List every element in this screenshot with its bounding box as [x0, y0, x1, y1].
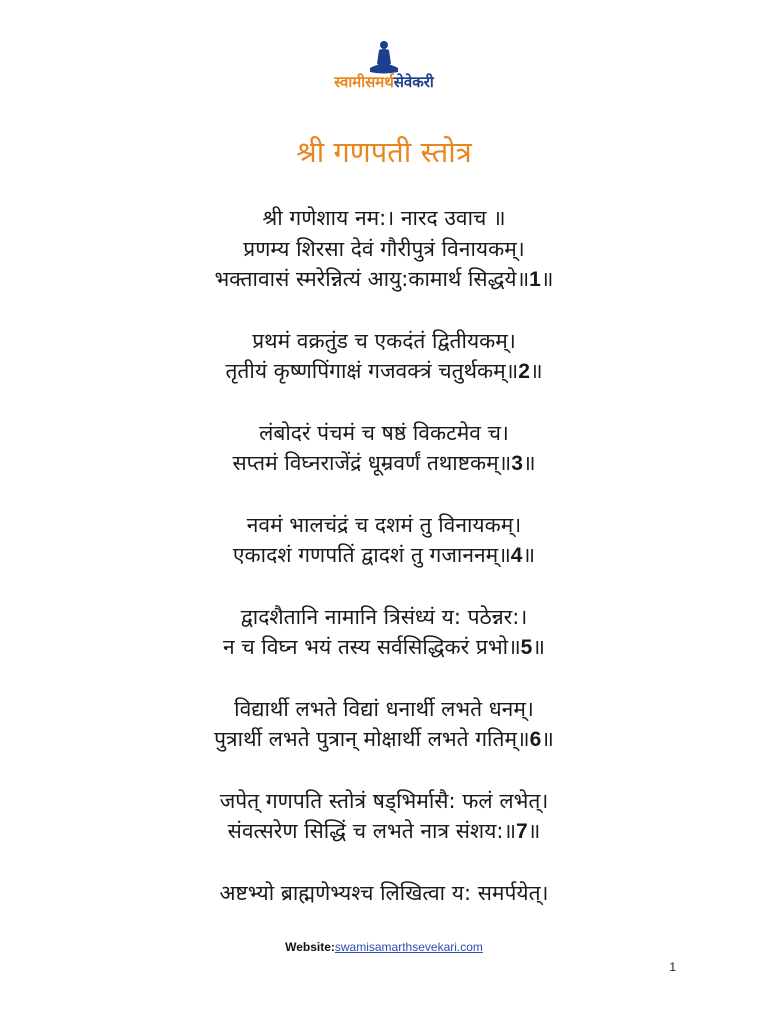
verse-stanza — [0, 418, 768, 480]
logo-text-part1: स्वामीसमर्थ — [334, 73, 394, 91]
verse-line — [0, 203, 768, 234]
verse-end-mark: ॥ — [540, 267, 554, 291]
verse-line — [0, 632, 768, 664]
verse-end-mark: ॥ — [529, 359, 543, 383]
verse-line-text: श्री गणेशाय नम:। नारद उवाच ॥ — [262, 206, 506, 230]
logo-text-part2: सेवेकरी — [393, 73, 434, 91]
stotra-verses — [0, 203, 768, 938]
website-link[interactable]: swamisamarthsevekari.com — [334, 940, 483, 954]
verse-stanza — [0, 694, 768, 756]
verse-line-text: भक्तावासं स्मरेन्नित्यं आयु:कामार्थ सिद्धये॥ — [214, 267, 530, 291]
verse-number: 1 — [529, 268, 541, 291]
verse-line-text: विद्यार्थी लभते विद्यां धनार्थी लभते धनम्। — [234, 696, 534, 721]
verse-line — [0, 234, 768, 265]
verse-line-text: न च विघ्न भयं तस्य सर्वसिद्धिकरं प्रभो॥ — [223, 635, 521, 659]
verse-line — [0, 786, 768, 817]
page-title: श्री गणपती स्तोत्र — [296, 135, 472, 169]
logo-text — [334, 72, 434, 92]
verse-line — [0, 448, 768, 480]
verse-number: 6 — [529, 728, 542, 751]
verse-end-mark: ॥ — [541, 727, 554, 751]
verse-line-text: जपेत् गणपति स्तोत्रं षड्भिर्मासै: फलं लभेत्। — [219, 788, 549, 813]
verse-number: 3 — [511, 452, 523, 475]
verse-line — [0, 602, 768, 633]
verse-end-mark: ॥ — [522, 451, 536, 475]
verse-stanza — [0, 326, 768, 388]
verse-end-mark: ॥ — [522, 543, 536, 567]
verse-number: 5 — [520, 636, 533, 659]
verse-number: 2 — [518, 360, 530, 383]
verse-line — [0, 510, 768, 541]
verse-number: 4 — [510, 544, 523, 567]
verse-line-text: तृतीयं कृष्णपिंगाक्षं गजवक्त्रं चतुर्थकम्॥ — [225, 359, 519, 383]
verse-line — [0, 724, 768, 756]
verse-line-text: प्रथमं वक्रतुंड च एकदंतं द्वितीयकम्। — [252, 328, 516, 353]
verse-line — [0, 356, 768, 388]
verse-line-text: लंबोदरं पंचमं च षष्ठं विकटमेव च। — [259, 420, 509, 445]
verse-line — [0, 694, 768, 725]
verse-line-text: सप्तमं विघ्नराजेंद्रं धूम्रवर्णं तथाष्टकम्॥ — [232, 451, 512, 475]
verse-line — [0, 418, 768, 449]
page-number: 1 — [669, 960, 676, 974]
verse-line-text: एकादशं गणपतिं द्वादशं तु गजाननम्॥ — [232, 543, 511, 567]
verse-line-text: प्रणम्य शिरसा देवं गौरीपुत्रं विनायकम्। — [243, 236, 525, 261]
verse-end-mark: ॥ — [532, 635, 545, 659]
verse-stanza — [0, 878, 768, 909]
verse-line — [0, 264, 768, 296]
website-footer — [0, 940, 768, 954]
verse-stanza — [0, 602, 768, 664]
verse-line-text: पुत्रार्थी लभते पुत्रान् मोक्षार्थी लभते गतिम्॥ — [214, 727, 530, 751]
verse-line-text: नवमं भालचंद्रं च दशमं तु विनायकम्। — [246, 512, 522, 537]
verse-stanza — [0, 510, 768, 572]
website-label: Website: — [285, 940, 335, 954]
verse-line-text: अष्टभ्यो ब्राह्मणेभ्यश्च लिखित्वा य: समर्पयेत्। — [219, 880, 549, 905]
verse-stanza — [0, 786, 768, 848]
verse-line — [0, 326, 768, 357]
verse-line — [0, 816, 768, 848]
site-logo — [0, 40, 768, 92]
verse-number: 7 — [516, 820, 528, 843]
verse-stanza — [0, 203, 768, 296]
verse-line-text: संवत्सरेण सिद्धिं च लभते नात्र संशय:॥ — [227, 819, 517, 843]
verse-end-mark: ॥ — [527, 819, 541, 843]
meditating-figure-icon — [367, 40, 401, 76]
verse-line — [0, 878, 768, 909]
verse-line-text: द्वादशैतानि नामानि त्रिसंध्यं य: पठेन्नर:। — [240, 604, 528, 629]
verse-line — [0, 540, 768, 572]
